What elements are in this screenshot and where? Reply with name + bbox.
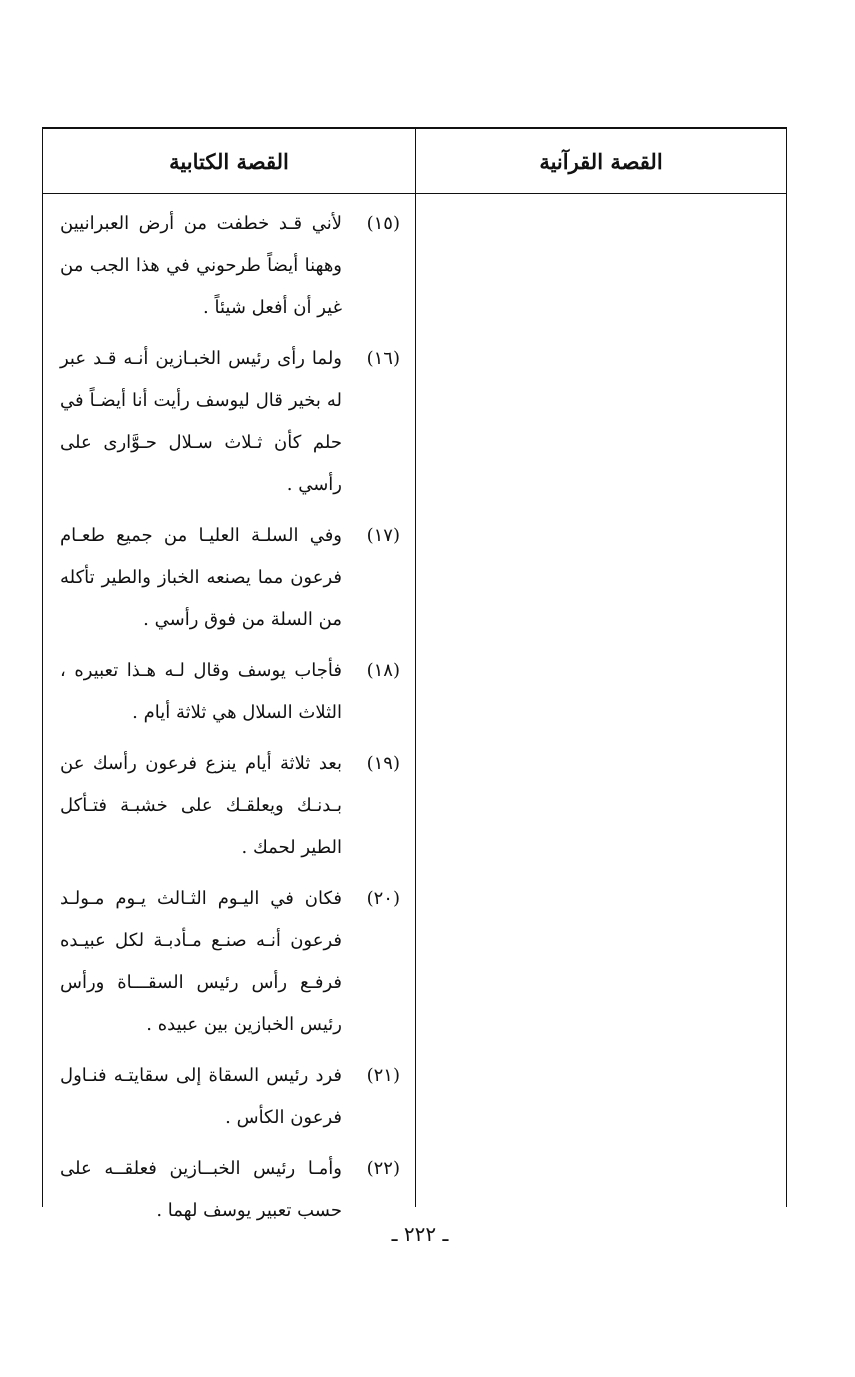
- verse-number: (١٥): [366, 213, 400, 234]
- verse-number: (٢٠): [366, 888, 400, 909]
- header-quranic-story: القصة القرآنية: [539, 149, 663, 174]
- verse-item: [60, 650, 400, 734]
- verse-text: بعد ثلاثة أيام ينزع فرعون رأسك عن بـدنـك ويعلقـك على خشبـة فتـأكل الطير لحمك .: [60, 753, 342, 858]
- biblical-verses-column: [60, 203, 400, 1241]
- page-number: ـ ٢٢٢ ـ: [391, 1222, 449, 1246]
- header-biblical-story: القصة الكتابية: [169, 149, 289, 174]
- table-border-right: [786, 127, 787, 1207]
- table-header-divider: [42, 193, 787, 194]
- verse-item: [60, 338, 400, 506]
- verse-number: (١٦): [366, 348, 400, 369]
- verse-text: فكان في اليـوم الثـالث يـوم مـولـد فرعون أنـه صنـع مـأدبـة لكل عبيـده فرفـع رأس رئيس السقـــاة ورأس رئيس الخبازين بين عبيده .: [60, 888, 342, 1035]
- table-column-divider: [415, 127, 416, 1207]
- verse-item: [60, 878, 400, 1046]
- verse-item: [60, 203, 400, 329]
- verse-number: (١٨): [366, 660, 400, 681]
- verse-text: وأمـا رئيس الخبــازين فعلقــه على حسب تعبير يوسف لهما .: [60, 1158, 342, 1221]
- verse-text: ولما رأى رئيس الخبـازين أنـه قـد عبر له بخير قال ليوسف رأيت أنا أيضـاً في حلم كأن ثـلاث سـلال حـوَّارى على رأسي .: [60, 348, 342, 495]
- verse-number: (١٧): [366, 525, 400, 546]
- verse-number: (٢١): [366, 1065, 400, 1086]
- verse-item: [60, 1148, 400, 1232]
- verse-number: (٢٢): [366, 1158, 400, 1179]
- verse-text: وفي السلـة العليـا من جميع طعـام فرعون مما يصنعه الخباز والطير تأكله من السلة من فوق رأسي .: [60, 525, 342, 630]
- verse-item: [60, 743, 400, 869]
- verse-text: لأني قـد خطفت من أرض العبرانيين وههنا أيضاً طرحوني في هذا الجب من غير أن أفعل شيئاً .: [60, 213, 342, 318]
- table-border-left: [42, 127, 43, 1207]
- verse-item: [60, 1055, 400, 1139]
- verse-text: فأجاب يوسف وقال لـه هـذا تعبيره ، الثلاث السلال هي ثلاثة أيام .: [60, 660, 342, 723]
- verse-text: فرد رئيس السقاة إلى سقايتـه فنـاول فرعون الكأس .: [60, 1065, 342, 1128]
- verse-item: [60, 515, 400, 641]
- verse-number: (١٩): [366, 753, 400, 774]
